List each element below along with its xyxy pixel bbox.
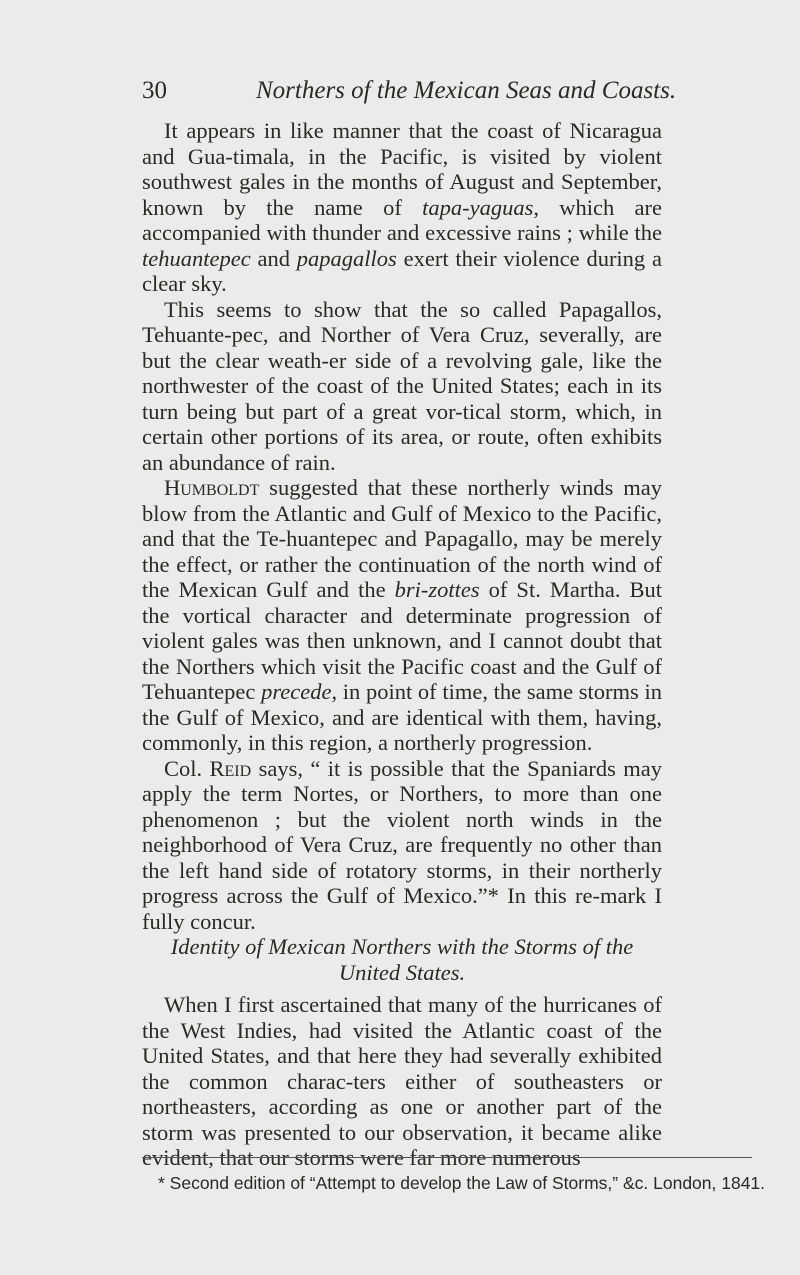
footnote: * Second edition of “Attempt to develop the Law of Storms,” &c. London, 1841. [158, 1173, 766, 1193]
paragraph: When I first ascertained that many of the hurricanes of the West Indies, had visited the Atlantic coast of the United States, and that here they had severally exhibited the common charac-ters either of southeasters or northeasters, according as one or another part of the storm was presented to our observation, it became alike evident, that our storms were far more numerous [142, 992, 662, 1170]
page-header [142, 74, 677, 108]
page-number: 30 [142, 77, 167, 104]
author-name: Humboldt [164, 475, 260, 500]
paragraph: This seems to show that the so called Papagallos, Tehuante-pec, and Norther of Vera Cruz, severally, are but the clear weath-er side of a revolving gale, like the northwester of the coast of the United States; each in its turn being but part of a great vor-tical storm, which, in certain other portions of its area, or route, often exhibits an abundance of rain. [142, 296, 662, 475]
running-title: Northers of the Mexican Seas and Coasts. [256, 77, 677, 104]
italic-term: bri-zottes [394, 577, 480, 602]
body-text [142, 118, 662, 1171]
paragraph: Humboldt suggested that these northerly winds may blow from the Atlantic and Gulf of Mexico to the Pacific, and that the Te-huantepec and Papagallo, may be merely the effect, or rather the continuation of the north wind of the Mexican Gulf and the bri-zottes of St. Martha. But the vortical character and determinate progression of violent gales was then unknown, and I cannot doubt that the Northers which visit the Pacific coast and the Gulf of Tehuantepec precede, in point of time, the same storms in the Gulf of Mexico, and are identical with them, having, commonly, in this region, a northerly progression. [142, 475, 663, 755]
paragraph: Col. Reid says, “ it is possible that the Spaniards may apply the term Nortes, or Northers, to more than one phenomenon ; but the violent north winds in the neighborhood of Vera Cruz, are frequently no other than the left hand side of rotatory storms, in their northerly progress across the Gulf of Mexico.”* In this re-mark I fully concur. [142, 755, 662, 934]
footnote-rule [142, 1157, 752, 1158]
paragraph: It appears in like manner that the coast of Nicaragua and Gua-timala, in the Pacific, is visited by violent southwest gales in the months of August and September, known by the name of tapa-yaguas, which are accompanied with thunder and excessive rains ; while the tehuantepec and papagallos exert their violence during a clear sky. [142, 118, 662, 296]
author-name: Reid [209, 755, 252, 781]
italic-term: papagallos [296, 245, 397, 271]
italic-term: precede [261, 679, 332, 704]
italic-term: tapa-yaguas [422, 194, 534, 220]
italic-term: tehuantepec [142, 245, 251, 271]
section-subheading: Identity of Mexican Northers with the Storms of the United States. [170, 934, 634, 985]
